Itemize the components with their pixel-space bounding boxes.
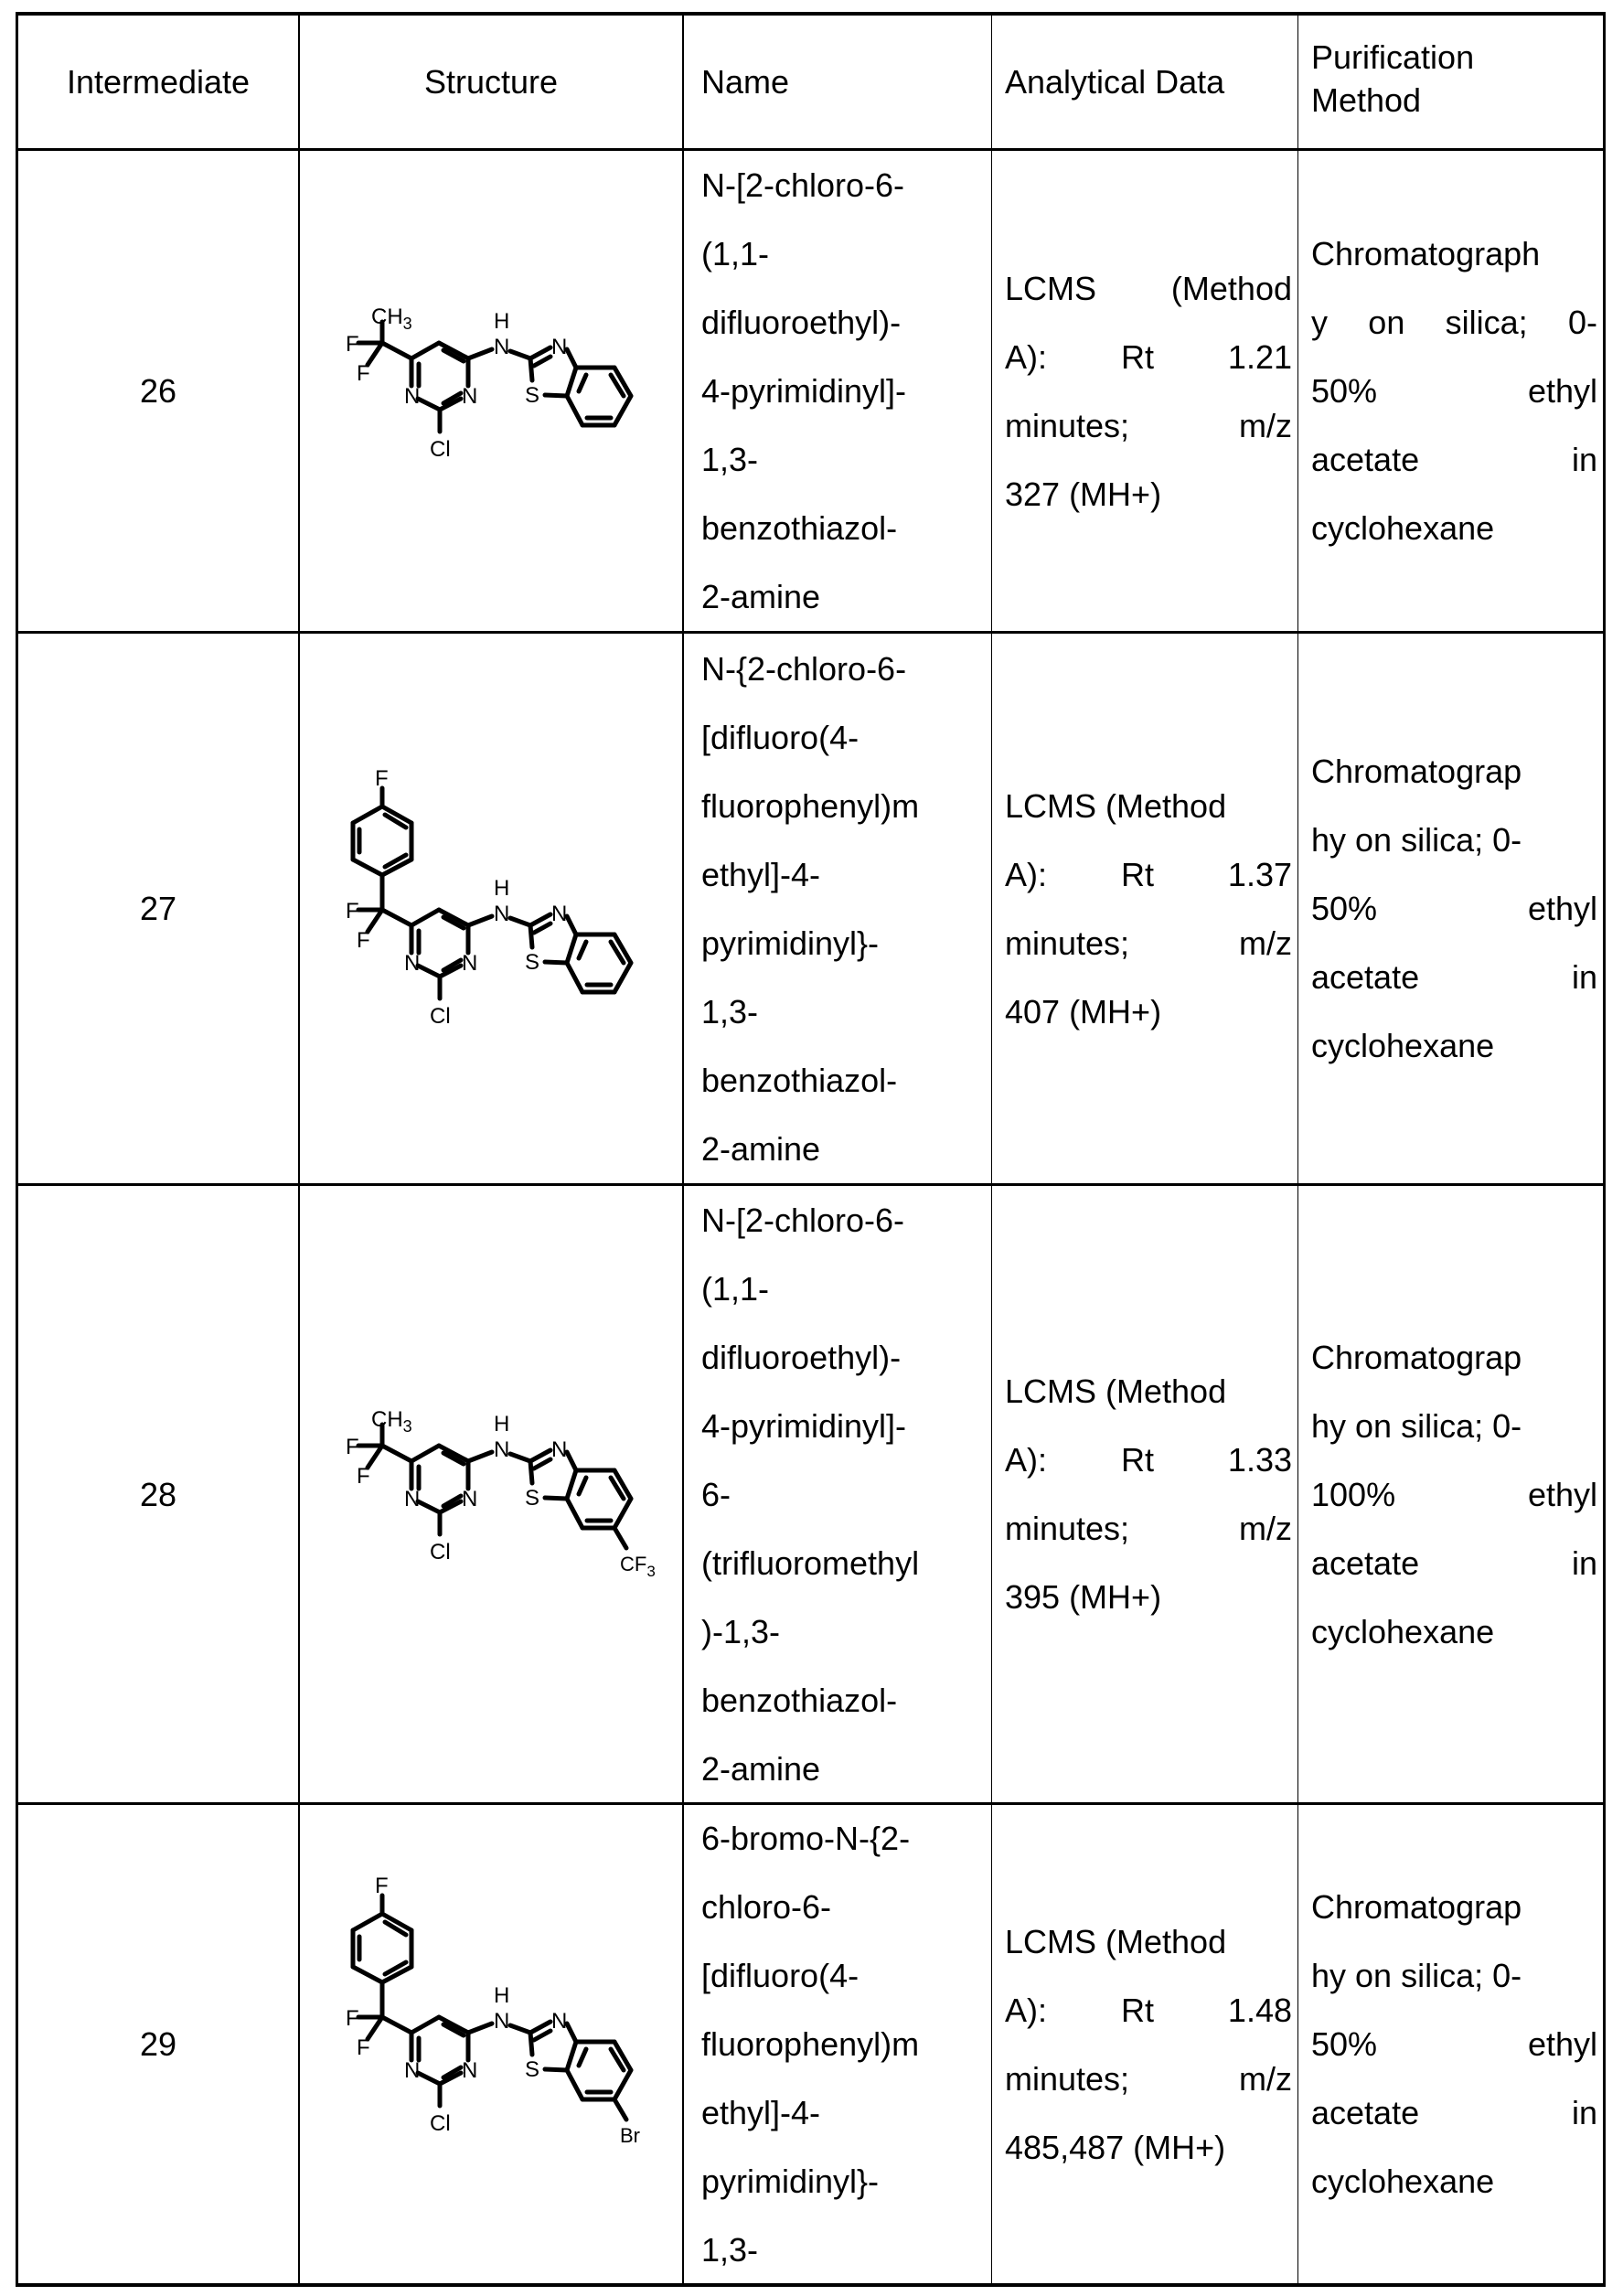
svg-text:N: N [551,335,568,359]
svg-text:N: N [404,384,421,409]
text-line: N-[2-chloro-6- [701,1201,905,1239]
analytical-data [992,634,1297,1183]
text-line: minutes; m/z [1005,924,1292,962]
compound-name [684,634,991,1183]
text-line: LCMS (Method [1005,786,1227,825]
purification-method [1298,151,1603,631]
structure-drawing [346,1407,656,1580]
structure-drawing [346,1874,640,2147]
text-line: A): Rt 1.37 [1005,855,1292,893]
svg-text:Cl: Cl [430,1004,451,1029]
intermediate-number-27: 27 [139,890,177,927]
text-line: benzothiazol- [701,1061,898,1099]
text-line: 1,3- [701,2231,759,2269]
svg-text:H: H [494,1983,510,2008]
text-line: 100% ethyl [1311,1475,1597,1513]
text-line: minutes; m/z [1005,406,1292,444]
svg-text:S: S [525,383,540,408]
compound-name [684,1186,991,1802]
text-line: 4-pyrimidinyl]- [701,1406,907,1445]
text-line: 6- [701,1475,731,1513]
text-line: 407 (MH+) [1005,992,1162,1031]
svg-text:H: H [494,1412,510,1436]
text-line: 2-amine [701,578,821,615]
svg-text:N: N [404,951,421,976]
svg-text:N: N [494,2009,510,2034]
text-line: 50% ethyl [1311,890,1597,927]
text-line: ethyl]-4- [701,855,821,893]
compound-name [684,1805,991,2283]
svg-text:F: F [346,2006,359,2031]
text-line: benzothiazol- [701,1681,898,1719]
text-line: pyrimidinyl}- [701,924,880,962]
text-line: N-[2-chloro-6- [701,166,905,204]
svg-text:S: S [525,2057,540,2082]
svg-text:S: S [525,950,540,975]
svg-text:Cl: Cl [430,437,451,462]
svg-text:H: H [494,876,510,901]
text-line: [difluoro(4- [701,718,860,756]
svg-text:N: N [494,335,510,359]
text-line: 50% ethyl [1311,2025,1597,2063]
svg-text:Br: Br [620,2124,640,2147]
text-line: Chromatograp [1311,753,1522,790]
text-line: (1,1- [701,1269,770,1308]
svg-text:N: N [404,2058,421,2083]
purification-method [1298,634,1603,1183]
text-line: y on silica; 0- [1311,304,1597,341]
svg-text:Cl: Cl [430,2111,451,2136]
svg-text:CF3: $CF_3$ [620,1553,656,1580]
column-divider [298,12,300,2287]
svg-text:F: F [375,766,389,791]
text-line: cyclohexane [1311,509,1495,547]
svg-text:CH3: $CH_3$ [371,1407,412,1436]
header-structure: Structure [423,63,559,101]
svg-text:F: F [346,332,359,357]
table-right-border [1603,12,1606,2287]
intermediate-number-29: 29 [139,2025,177,2063]
text-line: 2-amine [701,1129,821,1168]
compound-name [684,151,991,631]
text-line: 1,3- [701,992,759,1031]
text-line: ethyl]-4- [701,2094,821,2131]
svg-text:F: F [346,899,359,924]
intermediates-table [16,12,1606,2286]
text-line: acetate in [1311,2094,1597,2131]
text-line: 6-bromo-N-{2- [701,1820,911,1857]
svg-text:F: F [346,1435,359,1459]
intermediate-number-28: 28 [139,1475,177,1513]
text-line: Chromatograp [1311,1338,1522,1376]
header-name: Name [701,63,790,101]
svg-text:F: F [357,2035,370,2060]
text-line: minutes; m/z [1005,1510,1292,1547]
svg-text:N: N [551,2009,568,2034]
text-line: 1,3- [701,441,759,478]
analytical-data [992,151,1297,631]
text-line: hy on silica; 0- [1311,821,1522,859]
header-intermediate: Intermediate [66,63,251,101]
svg-text:F: F [375,1874,389,1898]
text-line: difluoroethyl)- [701,304,902,341]
svg-text:F: F [357,928,370,953]
purification-method [1298,1186,1603,1802]
analytical-data [992,1805,1297,2283]
structure-drawing [346,766,568,1029]
purification-method [1298,1805,1603,2283]
svg-text:N: N [462,384,478,409]
text-line: Chromatograp [1311,1888,1522,1926]
text-line: N-{2-chloro-6- [701,649,907,688]
svg-text:N: N [551,902,568,926]
svg-text:N: N [494,902,510,926]
text-line: A): Rt 1.48 [1005,1991,1292,2029]
text-line: 4-pyrimidinyl]- [701,372,907,410]
text-line: A): Rt 1.33 [1005,1441,1292,1479]
svg-text:N: N [462,951,478,976]
text-line: hy on silica; 0- [1311,1406,1522,1445]
text-line: 395 (MH+) [1005,1578,1162,1616]
text-line: minutes; m/z [1005,2059,1292,2098]
svg-text:Cl: Cl [430,1540,451,1564]
text-line: acetate in [1311,441,1597,478]
text-line: chloro-6- [701,1888,832,1926]
text-line: )-1,3- [701,1612,781,1650]
text-line: pyrimidinyl}- [701,2163,880,2200]
text-line: (1,1- [701,235,770,272]
text-line: 327 (MH+) [1005,475,1162,513]
text-line: LCMS (Method [1005,1922,1227,1960]
text-line: cyclohexane [1311,2163,1495,2200]
text-line: cyclohexane [1311,1027,1495,1064]
intermediate-number-26: 26 [139,372,177,410]
analytical-data [992,1186,1297,1802]
svg-text:N: N [494,1437,510,1462]
svg-text:N: N [462,1487,478,1511]
svg-text:N: N [551,1437,568,1462]
svg-text:F: F [357,361,370,386]
text-line: fluorophenyl)m [701,2025,920,2063]
text-line: acetate in [1311,1543,1597,1582]
text-line: difluoroethyl)- [701,1338,902,1376]
text-line: cyclohexane [1311,1612,1495,1650]
text-line: fluorophenyl)m [701,786,920,825]
text-line: LCMS (Method [1005,1372,1227,1410]
text-line: hy on silica; 0- [1311,1957,1522,1994]
text-line: 50% ethyl [1311,372,1597,410]
text-line: 485,487 (MH+) [1005,2128,1226,2166]
text-line: LCMS (Method [1005,269,1292,307]
svg-text:F: F [357,1464,370,1489]
svg-text:N: N [462,2058,478,2083]
text-line: benzothiazol- [701,509,898,547]
header-purification-method: Purification Method [1311,37,1475,119]
text-line: acetate in [1311,958,1597,996]
svg-text:H: H [494,309,510,334]
text-line: [difluoro(4- [701,1957,860,1994]
text-line: A): Rt 1.21 [1005,337,1292,376]
text-line: 2-amine [701,1749,821,1788]
svg-text:CH3: $CH_3$ [371,304,412,333]
structure-drawing [346,304,568,462]
svg-text:S: S [525,1486,540,1511]
svg-text:N: N [404,1487,421,1511]
header-analytical-data: Analytical Data [1005,63,1225,101]
text-line: Chromatograph [1311,235,1541,272]
text-line: (trifluoromethyl [701,1543,920,1582]
